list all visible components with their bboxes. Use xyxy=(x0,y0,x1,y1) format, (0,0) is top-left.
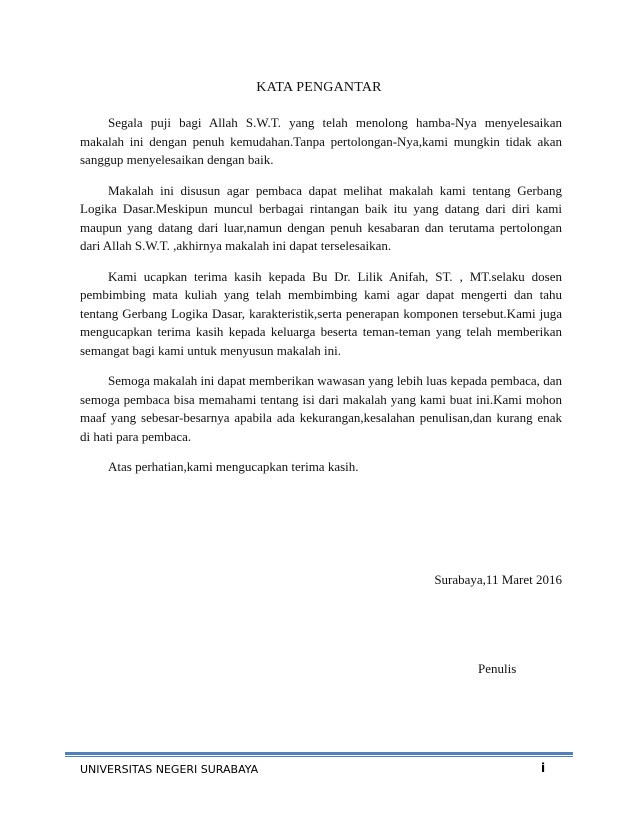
footer-divider-thin xyxy=(65,756,573,757)
footer-divider xyxy=(65,752,573,755)
paragraph-2: Makalah ini disusun agar pembaca dapat melihat makalah kami tentang Gerbang Logika Dasar.Meskipun muncul berbagai rintangan baik itu yang datang dari diri kami maupun yang datang dari luar,namun dengan penuh kesabaran dan terutama pertolongan dari Allah S.W.T. ,akhirnya makalah ini dapat terselesaikan. xyxy=(80,182,562,253)
place-date: Surabaya,11 Maret 2016 xyxy=(434,572,562,587)
page-number: i xyxy=(541,761,546,775)
paragraph-3: Kami ucapkan terima kasih kepada Bu Dr. Lilik Anifah, ST. , MT.selaku dosen pembimbing mata kuliah yang telah membimbing kami agar dapat mengerti dan tahu tentang Gerbang Logika Dasar, karakteristik,serta penerapan komponen tersebut.Kami juga mengucapkan terima kasih kepada keluarga beserta teman-teman yang telah memberikan semangat bagi kami untuk menyusun makalah ini. xyxy=(80,268,562,358)
paragraph-1: Segala puji bagi Allah S.W.T. yang telah menolong hamba-Nya menyelesaikan makalah ini dengan penuh kemudahan.Tanpa pertolongan-Nya,kami mungkin tidak akan sanggup menyelesaikan dengan baik. xyxy=(80,115,562,167)
paragraph-4: Semoga makalah ini dapat memberikan wawasan yang lebih luas kepada pembaca, dan semoga pembaca bisa memahami tentang isi dari makalah yang kami buat ini.Kami mohon maaf yang sebesar-besarnya apabila ada kekurangan,kesalahan penulisan,dan kurang enak di hati para pembaca. xyxy=(80,373,562,444)
paragraph-5: Atas perhatian,kami mengucapkan terima kasih. xyxy=(108,459,359,474)
document-body xyxy=(80,114,562,489)
author-signature: Penulis xyxy=(478,661,517,676)
footer-institution: UNIVERSITAS NEGERI SURABAYA xyxy=(80,763,259,776)
document-title: KATA PENGANTAR xyxy=(256,80,382,95)
